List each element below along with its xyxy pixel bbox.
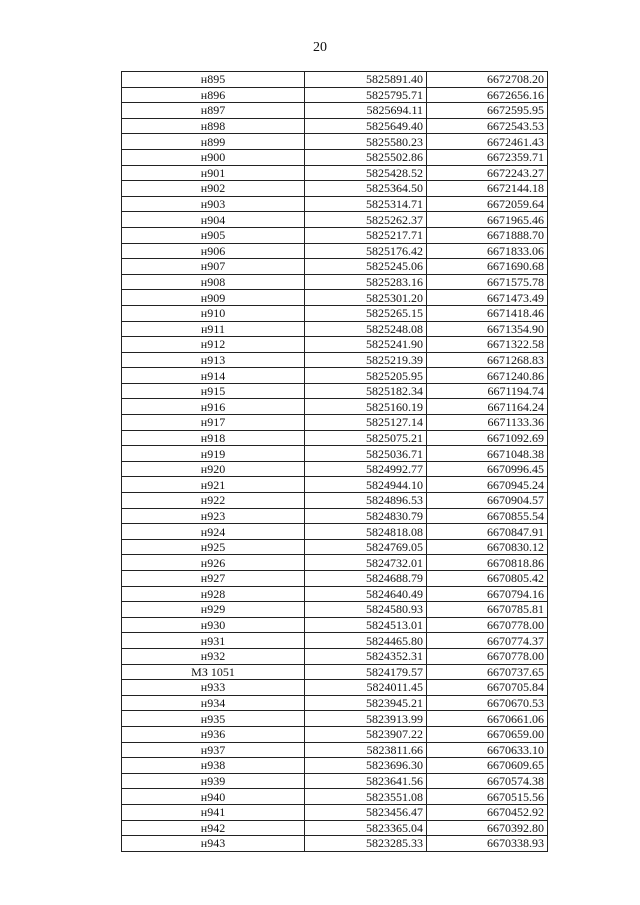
table-row (122, 711, 548, 727)
y-coordinate-cell: 6672059.64 (427, 196, 548, 212)
table-row (122, 804, 548, 820)
y-coordinate-cell: 6672595.95 (427, 103, 548, 119)
table-row (122, 836, 548, 852)
y-coordinate-cell: 6670452.92 (427, 804, 548, 820)
point-id-cell: н897 (122, 103, 305, 119)
x-coordinate-cell: 5825301.20 (305, 290, 427, 306)
point-id-cell: н918 (122, 430, 305, 446)
point-id-cell: н913 (122, 352, 305, 368)
point-id-cell: н898 (122, 118, 305, 134)
x-coordinate-cell: 5823913.99 (305, 711, 427, 727)
y-coordinate-cell: 6670830.12 (427, 539, 548, 555)
table-row (122, 571, 548, 587)
table-row (122, 337, 548, 353)
point-id-cell: н903 (122, 196, 305, 212)
y-coordinate-cell: 6670392.80 (427, 820, 548, 836)
x-coordinate-cell: 5825283.16 (305, 274, 427, 290)
point-id-cell: н942 (122, 820, 305, 836)
table-row (122, 664, 548, 680)
y-coordinate-cell: 6670338.93 (427, 836, 548, 852)
y-coordinate-cell: 6670855.54 (427, 508, 548, 524)
table-row (122, 305, 548, 321)
x-coordinate-cell: 5824769.05 (305, 539, 427, 555)
table-row (122, 602, 548, 618)
x-coordinate-cell: 5824830.79 (305, 508, 427, 524)
table-row (122, 461, 548, 477)
y-coordinate-cell: 6672144.18 (427, 181, 548, 197)
point-id-cell: н926 (122, 555, 305, 571)
y-coordinate-cell: 6671833.06 (427, 243, 548, 259)
table-row (122, 726, 548, 742)
y-coordinate-cell: 6670818.86 (427, 555, 548, 571)
table-row (122, 181, 548, 197)
point-id-cell: н922 (122, 493, 305, 509)
x-coordinate-cell: 5823945.21 (305, 695, 427, 711)
table-row (122, 555, 548, 571)
y-coordinate-cell: 6671322.58 (427, 337, 548, 353)
table-row (122, 524, 548, 540)
y-coordinate-cell: 6672461.43 (427, 134, 548, 150)
y-coordinate-cell: 6672656.16 (427, 87, 548, 103)
x-coordinate-cell: 5824580.93 (305, 602, 427, 618)
point-id-cell: н934 (122, 695, 305, 711)
table-row (122, 259, 548, 275)
x-coordinate-cell: 5825245.06 (305, 259, 427, 275)
x-coordinate-cell: 5825219.39 (305, 352, 427, 368)
x-coordinate-cell: 5825580.23 (305, 134, 427, 150)
point-id-cell: н904 (122, 212, 305, 228)
point-id-cell: н895 (122, 72, 305, 88)
y-coordinate-cell: 6671473.49 (427, 290, 548, 306)
y-coordinate-cell: 6672359.71 (427, 149, 548, 165)
table-row (122, 352, 548, 368)
point-id-cell: н901 (122, 165, 305, 181)
x-coordinate-cell: 5824688.79 (305, 571, 427, 587)
page-number: 20 (313, 40, 327, 55)
point-id-cell: н927 (122, 571, 305, 587)
y-coordinate-cell: 6670670.53 (427, 695, 548, 711)
point-id-cell: н915 (122, 383, 305, 399)
table-row (122, 648, 548, 664)
y-coordinate-cell: 6670774.37 (427, 633, 548, 649)
x-coordinate-cell: 5825694.11 (305, 103, 427, 119)
x-coordinate-cell: 5824513.01 (305, 617, 427, 633)
table-row (122, 742, 548, 758)
y-coordinate-cell: 6670737.65 (427, 664, 548, 680)
coordinates-table (121, 71, 548, 852)
x-coordinate-cell: 5824011.45 (305, 680, 427, 696)
table-row (122, 633, 548, 649)
point-id-cell: н911 (122, 321, 305, 337)
x-coordinate-cell: 5823285.33 (305, 836, 427, 852)
y-coordinate-cell: 6670633.10 (427, 742, 548, 758)
x-coordinate-cell: 5824179.57 (305, 664, 427, 680)
point-id-cell: н938 (122, 758, 305, 774)
point-id-cell: н941 (122, 804, 305, 820)
point-id-cell: н907 (122, 259, 305, 275)
y-coordinate-cell: 6671133.36 (427, 415, 548, 431)
table-row (122, 820, 548, 836)
y-coordinate-cell: 6671194.74 (427, 383, 548, 399)
y-coordinate-cell: 6672543.53 (427, 118, 548, 134)
x-coordinate-cell: 5823551.08 (305, 789, 427, 805)
point-id-cell: н909 (122, 290, 305, 306)
x-coordinate-cell: 5825160.19 (305, 399, 427, 415)
x-coordinate-cell: 5825248.08 (305, 321, 427, 337)
x-coordinate-cell: 5825176.42 (305, 243, 427, 259)
x-coordinate-cell: 5825649.40 (305, 118, 427, 134)
point-id-cell: н920 (122, 461, 305, 477)
table-row (122, 118, 548, 134)
point-id-cell: н930 (122, 617, 305, 633)
table-row (122, 134, 548, 150)
table-row (122, 773, 548, 789)
y-coordinate-cell: 6670805.42 (427, 571, 548, 587)
x-coordinate-cell: 5825265.15 (305, 305, 427, 321)
table-row (122, 789, 548, 805)
x-coordinate-cell: 5825182.34 (305, 383, 427, 399)
x-coordinate-cell: 5825205.95 (305, 368, 427, 384)
table-row (122, 243, 548, 259)
point-id-cell: н914 (122, 368, 305, 384)
point-id-cell: н896 (122, 87, 305, 103)
x-coordinate-cell: 5824818.08 (305, 524, 427, 540)
y-coordinate-cell: 6671418.46 (427, 305, 548, 321)
point-id-cell: н925 (122, 539, 305, 555)
point-id-cell: н899 (122, 134, 305, 150)
x-coordinate-cell: 5823696.30 (305, 758, 427, 774)
point-id-cell: н900 (122, 149, 305, 165)
table-row (122, 87, 548, 103)
point-id-cell: н933 (122, 680, 305, 696)
point-id-cell: н917 (122, 415, 305, 431)
table-row (122, 165, 548, 181)
table-row (122, 368, 548, 384)
x-coordinate-cell: 5823365.04 (305, 820, 427, 836)
x-coordinate-cell: 5823811.66 (305, 742, 427, 758)
x-coordinate-cell: 5825428.52 (305, 165, 427, 181)
y-coordinate-cell: 6670847.91 (427, 524, 548, 540)
x-coordinate-cell: 5825241.90 (305, 337, 427, 353)
y-coordinate-cell: 6671240.86 (427, 368, 548, 384)
point-id-cell: МЗ 1051 (122, 664, 305, 680)
table-row (122, 196, 548, 212)
table-row (122, 383, 548, 399)
x-coordinate-cell: 5825502.86 (305, 149, 427, 165)
x-coordinate-cell: 5825262.37 (305, 212, 427, 228)
y-coordinate-cell: 6670778.00 (427, 648, 548, 664)
coordinates-table-body (122, 72, 548, 852)
table-row (122, 72, 548, 88)
x-coordinate-cell: 5824732.01 (305, 555, 427, 571)
table-row (122, 149, 548, 165)
point-id-cell: н937 (122, 742, 305, 758)
table-row (122, 586, 548, 602)
table-row (122, 103, 548, 119)
table-row (122, 493, 548, 509)
y-coordinate-cell: 6671092.69 (427, 430, 548, 446)
point-id-cell: н931 (122, 633, 305, 649)
point-id-cell: н921 (122, 477, 305, 493)
y-coordinate-cell: 6670794.16 (427, 586, 548, 602)
y-coordinate-cell: 6670609.65 (427, 758, 548, 774)
x-coordinate-cell: 5825891.40 (305, 72, 427, 88)
table-row (122, 430, 548, 446)
table-row (122, 321, 548, 337)
y-coordinate-cell: 6670659.00 (427, 726, 548, 742)
x-coordinate-cell: 5824992.77 (305, 461, 427, 477)
point-id-cell: н905 (122, 227, 305, 243)
y-coordinate-cell: 6670705.84 (427, 680, 548, 696)
y-coordinate-cell: 6670778.00 (427, 617, 548, 633)
x-coordinate-cell: 5823456.47 (305, 804, 427, 820)
point-id-cell: н939 (122, 773, 305, 789)
y-coordinate-cell: 6670785.81 (427, 602, 548, 618)
point-id-cell: н928 (122, 586, 305, 602)
table-row (122, 508, 548, 524)
x-coordinate-cell: 5824640.49 (305, 586, 427, 602)
table-row (122, 227, 548, 243)
y-coordinate-cell: 6672243.27 (427, 165, 548, 181)
table-row (122, 274, 548, 290)
y-coordinate-cell: 6671048.38 (427, 446, 548, 462)
x-coordinate-cell: 5825217.71 (305, 227, 427, 243)
x-coordinate-cell: 5824896.53 (305, 493, 427, 509)
x-coordinate-cell: 5824944.10 (305, 477, 427, 493)
x-coordinate-cell: 5825364.50 (305, 181, 427, 197)
table-row (122, 617, 548, 633)
point-id-cell: н924 (122, 524, 305, 540)
point-id-cell: н912 (122, 337, 305, 353)
y-coordinate-cell: 6670661.06 (427, 711, 548, 727)
table-row (122, 399, 548, 415)
x-coordinate-cell: 5823907.22 (305, 726, 427, 742)
x-coordinate-cell: 5825075.21 (305, 430, 427, 446)
y-coordinate-cell: 6670904.57 (427, 493, 548, 509)
y-coordinate-cell: 6672708.20 (427, 72, 548, 88)
table-row (122, 758, 548, 774)
x-coordinate-cell: 5825314.71 (305, 196, 427, 212)
point-id-cell: н910 (122, 305, 305, 321)
table-row (122, 415, 548, 431)
x-coordinate-cell: 5824352.31 (305, 648, 427, 664)
table-row (122, 477, 548, 493)
point-id-cell: н929 (122, 602, 305, 618)
x-coordinate-cell: 5825795.71 (305, 87, 427, 103)
y-coordinate-cell: 6671888.70 (427, 227, 548, 243)
table-row (122, 290, 548, 306)
point-id-cell: н935 (122, 711, 305, 727)
point-id-cell: н940 (122, 789, 305, 805)
table-row (122, 680, 548, 696)
point-id-cell: н906 (122, 243, 305, 259)
y-coordinate-cell: 6670945.24 (427, 477, 548, 493)
point-id-cell: н936 (122, 726, 305, 742)
x-coordinate-cell: 5825036.71 (305, 446, 427, 462)
y-coordinate-cell: 6671268.83 (427, 352, 548, 368)
y-coordinate-cell: 6671354.90 (427, 321, 548, 337)
y-coordinate-cell: 6670515.56 (427, 789, 548, 805)
point-id-cell: н916 (122, 399, 305, 415)
y-coordinate-cell: 6671164.24 (427, 399, 548, 415)
x-coordinate-cell: 5825127.14 (305, 415, 427, 431)
point-id-cell: н908 (122, 274, 305, 290)
table-row (122, 212, 548, 228)
table-row (122, 446, 548, 462)
y-coordinate-cell: 6671965.46 (427, 212, 548, 228)
point-id-cell: н923 (122, 508, 305, 524)
y-coordinate-cell: 6670996.45 (427, 461, 548, 477)
point-id-cell: н932 (122, 648, 305, 664)
table-row (122, 539, 548, 555)
x-coordinate-cell: 5823641.56 (305, 773, 427, 789)
x-coordinate-cell: 5824465.80 (305, 633, 427, 649)
point-id-cell: н919 (122, 446, 305, 462)
y-coordinate-cell: 6671690.68 (427, 259, 548, 275)
point-id-cell: н902 (122, 181, 305, 197)
point-id-cell: н943 (122, 836, 305, 852)
table-row (122, 695, 548, 711)
y-coordinate-cell: 6671575.78 (427, 274, 548, 290)
y-coordinate-cell: 6670574.38 (427, 773, 548, 789)
